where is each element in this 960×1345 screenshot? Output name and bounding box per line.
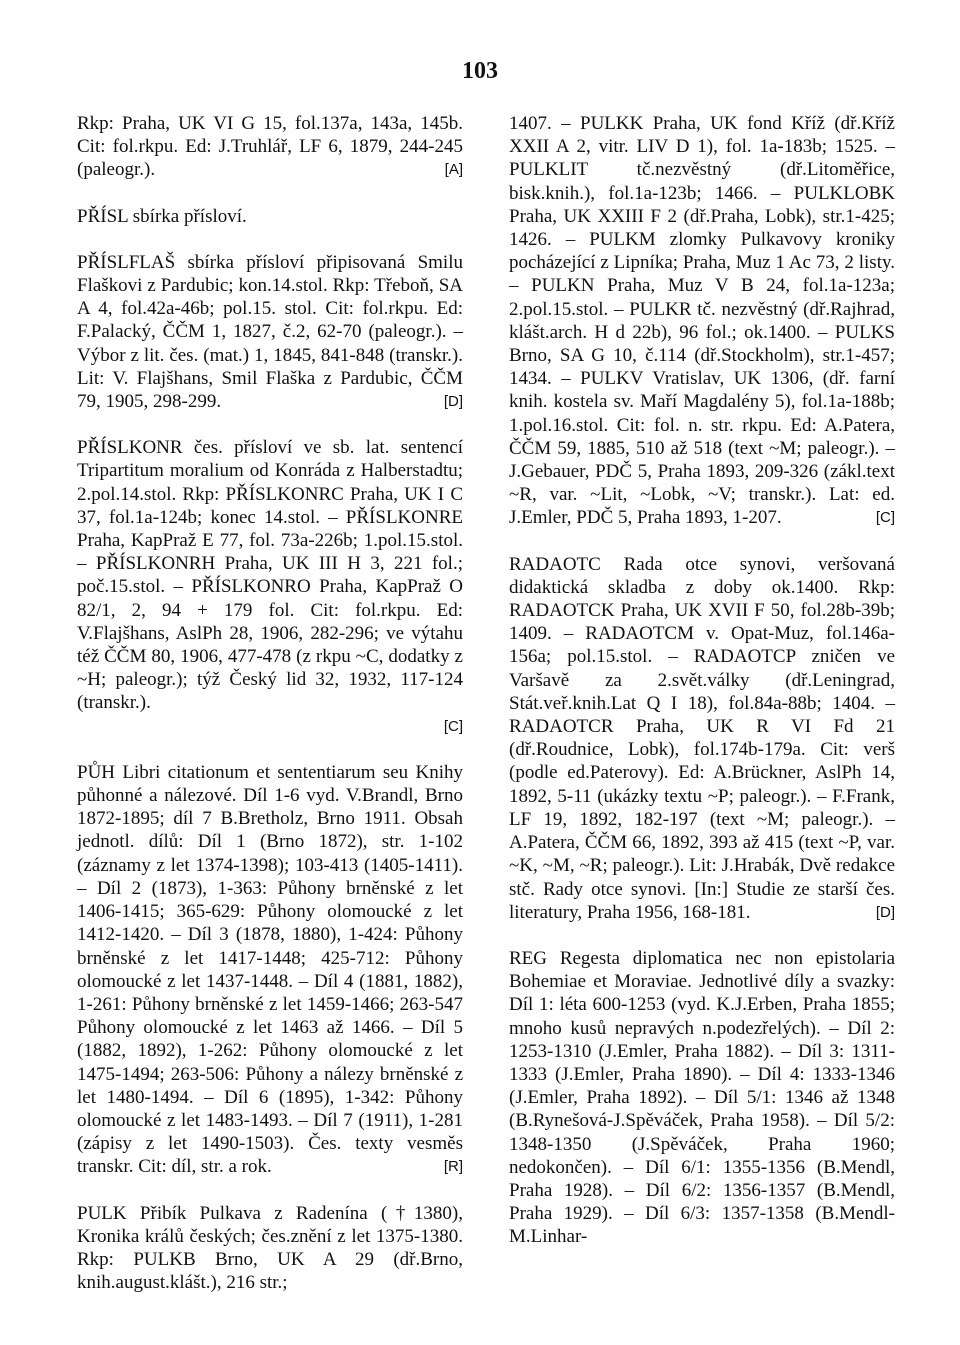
entry-text: REG Regesta diplomatica nec non epistolaria Bohemiae et Moraviae. Jednotlivé díly a svazky: Díl 1: léta 600-1253 (vyd. K.J.Erben, Praha 1855; mnoho kusů nepravých n.podezřelých). – Díl 2: 1253-1310 (J.Emler, Praha 1882). – Díl 3: 1311-1333 (J.Emler, Praha 1890). – Díl 4: 1333-1346 (J.Emler, Praha 1892). – Díl 5/1: 1346 až 1348 (B.Rynešová-J.Spěváček, Praha 1958). – Díl 5/2: 1348-1350 (J.Spěváček, Praha 1960; nedokončen). – Díl 6/1: 1355-1356 (B.Mendl, Praha 1928). – Díl 6/2: 1356-1357 (B.Mendl, Praha 1929). – Díl 6/3: 1357-1358 (B.Mendl-M.Linhar- [509,947,895,1248]
entry-text-block [77,205,463,228]
dictionary-entry [77,436,463,738]
entry-text-block [77,1202,463,1295]
entry-text: PŘÍSLFLAŠ sbírka přísloví připisovaná Smilu Flaškovi z Pardubic; kon.14.stol. Rkp: Třeboň, SA A 4, fol.42a-46b; pol.15. stol. Cit: fol.rkpu. Ed: F.Palacký, ČČM 1, 1827, č.2, 62-70 (paleogr.). – Výbor z lit. čes. (mat.) 1, 1845, 841-848 (transkr.). Lit: V. Flajšhans, Smil Flaška z Pardubic, ČČM 79, 1905, 298-299. [77,251,463,413]
entry-text-block [509,947,895,1249]
entry-text-block [77,112,463,182]
entry-text-block [77,761,463,1179]
entry-text: 1407. – PULKK Praha, UK fond Kříž (dř.Kříž XXII A 2, vitr. LIV D 1), fol. 1a-183b; 1525. – PULKLIT tč.nezvěstný (dř.Litoměřice, bisk.knih.), fol.1a-123b; 1466. – PULKLOBK Praha, UK XXIII F 2 (dř.Praha, Lobk), str.1-425; 1426. – PULKM zlomky Pulkavovy kroniky pocházející z Lipníka; Praha, Muz 1 Ac 73, 2 listy. – PULKN Praha, Muz V B 24, fol.1a-123a; 2.pol.15.stol. – PULKR tč. nezvěstný (dř.Rajhrad, klášt.arch. H d 22b), 96 fol.; ok.1400. – PULKS Brno, SA G 10, č.114 (dř.Stockholm), str.1-457; 1434. – PULKV Vratislav, UK 1306, (dř. farní knih. kostela sv. Maří Magdalény 5), fol.1a-188b; 1.pol.16.stol. Cit: fol. n. str. rkpu. Ed: A.Patera, ČČM 59, 1885, 510 až 518 (text ~M; paleogr.). – J.Gebauer, PDČ 5, Praha 1893, 209-326 (zákl.text ~R, var. ~Lit, ~Lobk, ~V; transkr.). Lat: ed. J.Emler, PDČ 5, Praha 1893, 1-207. [509,113,895,529]
entry-source-tag: [D] [875,903,895,921]
entry-source-tag: [A] [444,161,463,179]
entry-source-tag: [C] [443,717,463,735]
dictionary-entry [77,251,463,413]
entry-text-block [77,251,463,413]
left-column [77,112,463,1317]
entry-text: RADAOTC Rada otce synovi, veršovaná didaktická skladba z doby ok.1400. Rkp: RADAOTCK Praha, UK XVII F 50, fol.28b-39b; 1409. – RADAOTCM v. Opat-Muz, fol.146a-156a; pol.15.stol. – RADAOTCP zničen ve Varšavě za 2.svět.války (dř.Leningrad, Stát.veř.knih.Lat Q I 18), fol.84a-88b; 1404. – RADAOTCR Praha, UK R VI Fd 21 (dř.Roudnice, Lobk), fol.174b-179a. Cit: verš (podle ed.Paterovy). Ed: A.Brückner, AslPh 14, 1892, 5-11 (ukázky textu ~P; paleogr.). – F.Frank, LF 19, 1892, 182-197 (text ~M; paleogr.). – A.Patera, ČČM 66, 1892, 393 až 415 (text ~P, var. ~K, ~M, ~R; paleogr.). Lit: J.Hrabák, Dvě redakce stč. Rady otce synovi. [In:] Studie ze starší čes. literatury, Praha 1956, 168-181. [509,553,895,923]
dictionary-entry [77,1202,463,1295]
page-number: 103 [462,58,498,84]
dictionary-entry [509,553,895,924]
dictionary-entry [77,205,463,228]
dictionary-entry [509,947,895,1249]
entry-text: Rkp: Praha, UK VI G 15, fol.137a, 143a, 145b. Cit: fol.rkpu. Ed: J.Truhlář, LF 6, 1879, 244-245 (paleogr.). [77,113,463,181]
entry-text: PŘÍSLKONR čes. přísloví ve sb. lat. sentencí Tripartitum moralium od Konráda z Halberstadtu; 2.pol.14.stol. Rkp: PŘÍSLKONRC Praha, UK I C 37, fol.1a-124b; konec 14.stol. – PŘÍSLKONRE Praha, KapPraž E 77, fol. 73a-226b; 1.pol.15.stol. – PŘÍSLKONRH Praha, UK III H 3, 221 fol.; poč.15.stol. – PŘÍSLKONRO Praha, KapPraž O 82/1, 2, 94 + 179 fol. Cit: fol.rkpu. Ed: V.Flajšhans, AslPh 28, 1906, 282-296; ve výtahu též ČČM 80, 1906, 477-478 (z rkpu ~C, dodatky z ~H; paleogr.); týž Český lid 32, 1932, 117-124 (transkr.). [77,437,463,714]
entry-text: PŮH Libri citationum et sententiarum seu Knihy půhonné a nálezové. Díl 1-6 vyd. V.Brandl, Brno 1872-1895; díl 7 B.Bretholz, Brno 1911. Obsah jednotl. dílů: Díl 1 (Brno 1872), str. 1-102 (záznamy z let 1374-1398); 103-413 (1405-1411). – Díl 2 (1873), 1-363: Půhony brněnské z let 1406-1415; 365-629: Půhony olomoucké z let 1412-1420. – Díl 3 (1878, 1880), 1-424: Půhony brněnské z let 1417-1448; 425-712: Půhony olomoucké z let 1437-1448. – Díl 4 (1881, 1882), 1-261: Půhony brněnské z let 1459-1466; 263-547 Půhony olomoucké z let 1463 až 1466. – Díl 5 (1882, 1892), 1-262: Půhony olomoucké z let 1475-1494; 263-506: Půhony a nálezy brněnské z let 1480-1494. – Díl 6 (1895), 1-342: Půhony olomoucké z let 1483-1493. – Díl 7 (1911), 1-281 (zápisy z let 1490-1503). Čes. texty vesměs transkr. Cit: díl, str. a rok. [77,761,463,1178]
entry-text-block [509,553,895,924]
entry-source-tag: [R] [443,1158,463,1176]
entry-source-tag: [D] [443,393,463,411]
entry-text: PULK Přibík Pulkava z Radenína (†1380), Kronika králů českých; čes.znění z let 1375-1380. Rkp: PULKB Brno, UK A 29 (dř.Brno, knih.august.klášt.), 216 str.; [77,1202,463,1294]
entry-text-block [509,112,895,530]
entry-text: PŘÍSL sbírka přísloví. [77,205,247,227]
dictionary-entry [77,112,463,182]
right-column [509,112,895,1272]
entry-source-tag: [C] [875,509,895,527]
dictionary-entry [77,761,463,1179]
dictionary-entry [509,112,895,530]
